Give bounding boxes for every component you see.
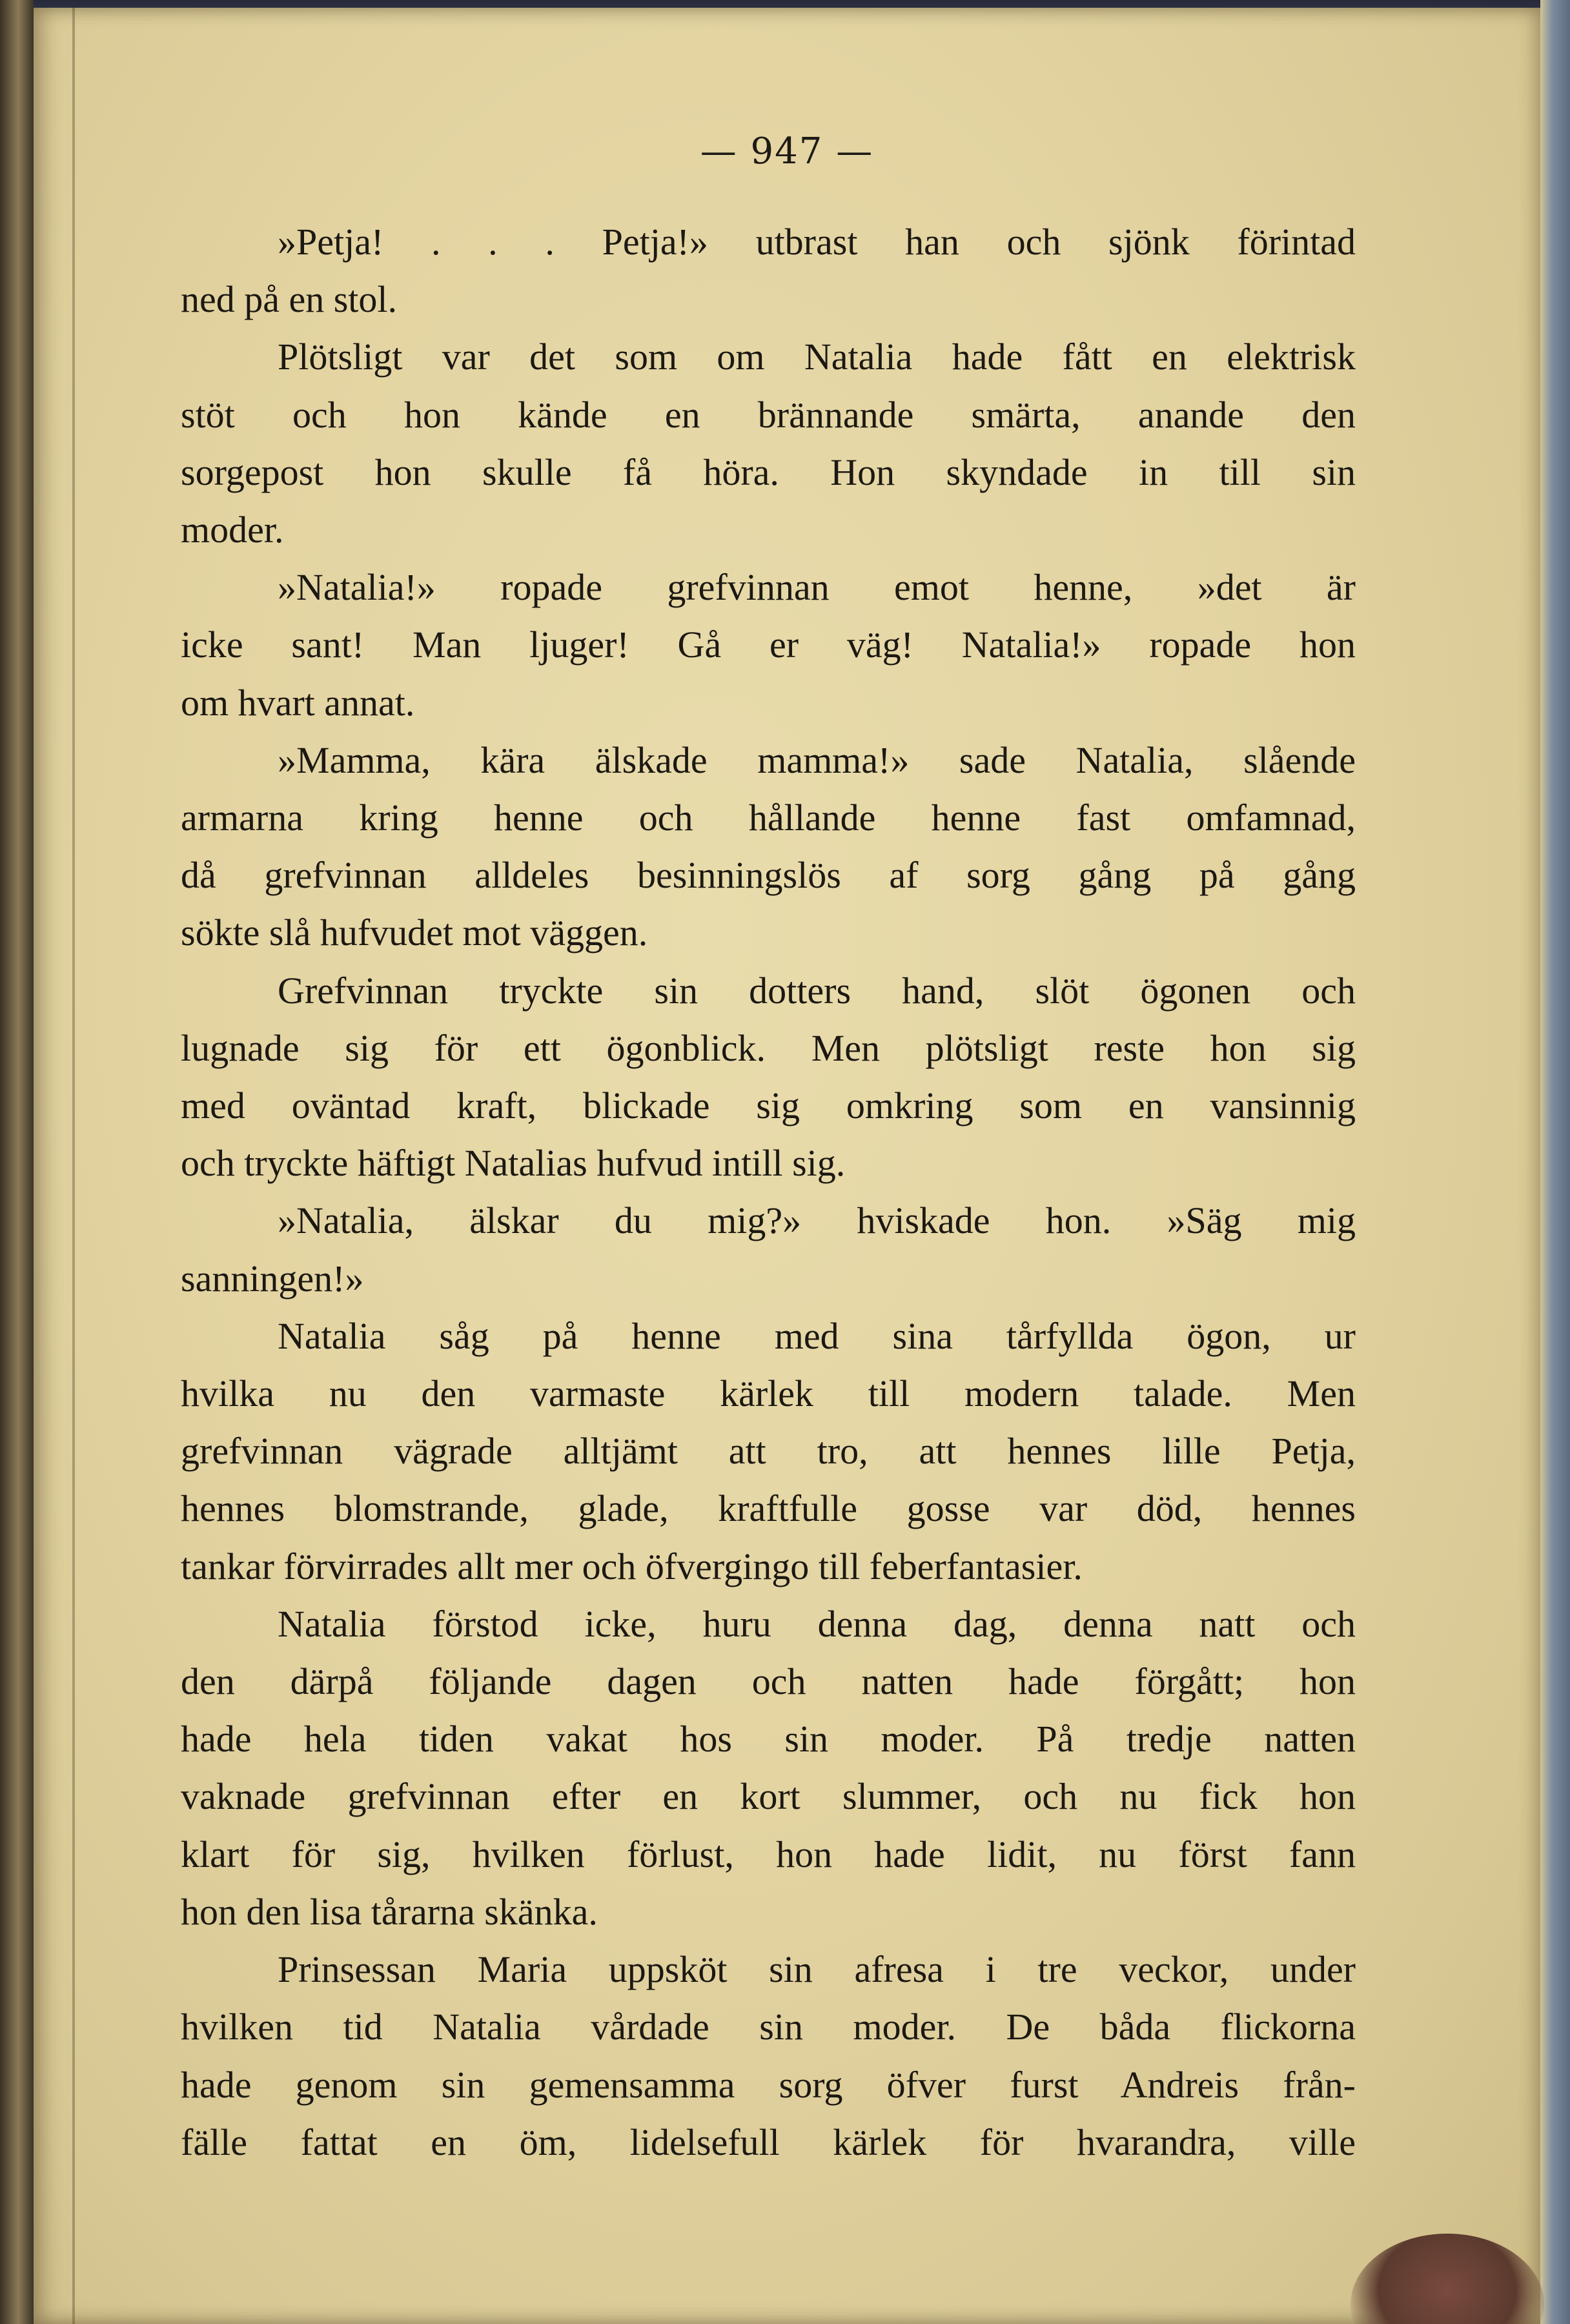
text-line: hon den lisa tårarna skänka. xyxy=(181,1890,598,1933)
text-line: moder. xyxy=(181,509,284,551)
text-line: hade hela tiden vakat hos sin moder. På tredje natten xyxy=(181,1718,1356,1760)
text-line: fälle fattat en öm, lidelsefull kärlek för hvarandra, ville xyxy=(181,2121,1356,2163)
paragraph xyxy=(181,1941,1356,2171)
text-line: »Mamma, kära älskade mamma!» sade Natalia, slående xyxy=(278,739,1356,781)
text-line: sorgepost hon skulle få höra. Hon skyndade in till sin xyxy=(181,451,1356,493)
paragraph xyxy=(181,1595,1356,1941)
text-line: den därpå följande dagen och natten hade förgått; hon xyxy=(181,1660,1356,1703)
paragraph xyxy=(181,1192,1356,1307)
text-line: sanningen!» xyxy=(181,1257,364,1300)
paragraph xyxy=(181,558,1356,731)
text-line: armarna kring henne och hållande henne fast omfamnad, xyxy=(181,797,1356,839)
text-line: klart för sig, hvilken förlust, hon hade lidit, nu först fann xyxy=(181,1833,1356,1875)
book-right-edge xyxy=(1540,0,1570,2324)
paragraph xyxy=(181,213,1356,328)
text-line: stöt och hon kände en brännande smärta, anande den xyxy=(181,393,1356,436)
page-number: — 947 — xyxy=(700,130,874,172)
spine-crease xyxy=(72,8,75,2324)
text-line: Prinsessan Maria uppsköt sin afresa i tre veckor, under xyxy=(278,1948,1356,1991)
text-line: hennes blomstrande, glade, kraftfulle gosse var död, hennes xyxy=(181,1487,1356,1530)
text-line: och tryckte häftigt Natalias hufvud intill sig. xyxy=(181,1142,846,1185)
body-text xyxy=(181,213,1356,2171)
text-line: Plötsligt var det som om Natalia hade fått en elektrisk xyxy=(278,336,1356,378)
text-line: grefvinnan vägrade alltjämt att tro, att hennes lille Petja, xyxy=(181,1430,1356,1473)
text-line: ned på en stol. xyxy=(181,278,398,321)
paragraph xyxy=(181,962,1356,1192)
text-line: Natalia förstod icke, huru denna dag, denna natt och xyxy=(278,1602,1356,1645)
text-line: icke sant! Man ljuger! Gå er väg! Natalia!» ropade hon xyxy=(181,624,1356,666)
text-line: lugnade sig för ett ögonblick. Men plötsligt reste hon sig xyxy=(181,1026,1356,1069)
paragraph xyxy=(181,1307,1356,1595)
text-line: med oväntad kraft, blickade sig omkring som en vansinnig xyxy=(181,1085,1356,1127)
book-page xyxy=(34,8,1540,2324)
text-line: sökte slå hufvudet mot väggen. xyxy=(181,912,648,954)
text-line: vaknade grefvinnan efter en kort slummer, och nu fick hon xyxy=(181,1775,1356,1818)
book-left-edge xyxy=(0,0,34,2324)
text-line: hvilken tid Natalia vårdade sin moder. De båda flickorna xyxy=(181,2006,1356,2048)
text-line: då grefvinnan alldeles besinningslös af sorg gång på gång xyxy=(181,854,1356,897)
text-line: »Natalia, älskar du mig?» hviskade hon. »Säg mig xyxy=(278,1199,1356,1242)
text-line: Natalia såg på henne med sina tårfyllda ögon, ur xyxy=(278,1314,1356,1357)
text-line: om hvart annat. xyxy=(181,681,415,724)
text-line: hvilka nu den varmaste kärlek till modern talade. Men xyxy=(181,1372,1356,1415)
text-line: »Petja! . . . Petja!» utbrast han och sjönk förintad xyxy=(278,221,1356,263)
text-line: tankar förvirrades allt mer och öfvergingo till feberfantasier. xyxy=(181,1545,1083,1587)
text-line: hade genom sin gemensamma sorg öfver furst Andreis från- xyxy=(181,2063,1356,2106)
text-line: Grefvinnan tryckte sin dotters hand, slöt ögonen och xyxy=(278,969,1356,1012)
paragraph xyxy=(181,328,1356,558)
text-line: »Natalia!» ropade grefvinnan emot henne, »det är xyxy=(278,566,1356,609)
paragraph xyxy=(181,731,1356,962)
